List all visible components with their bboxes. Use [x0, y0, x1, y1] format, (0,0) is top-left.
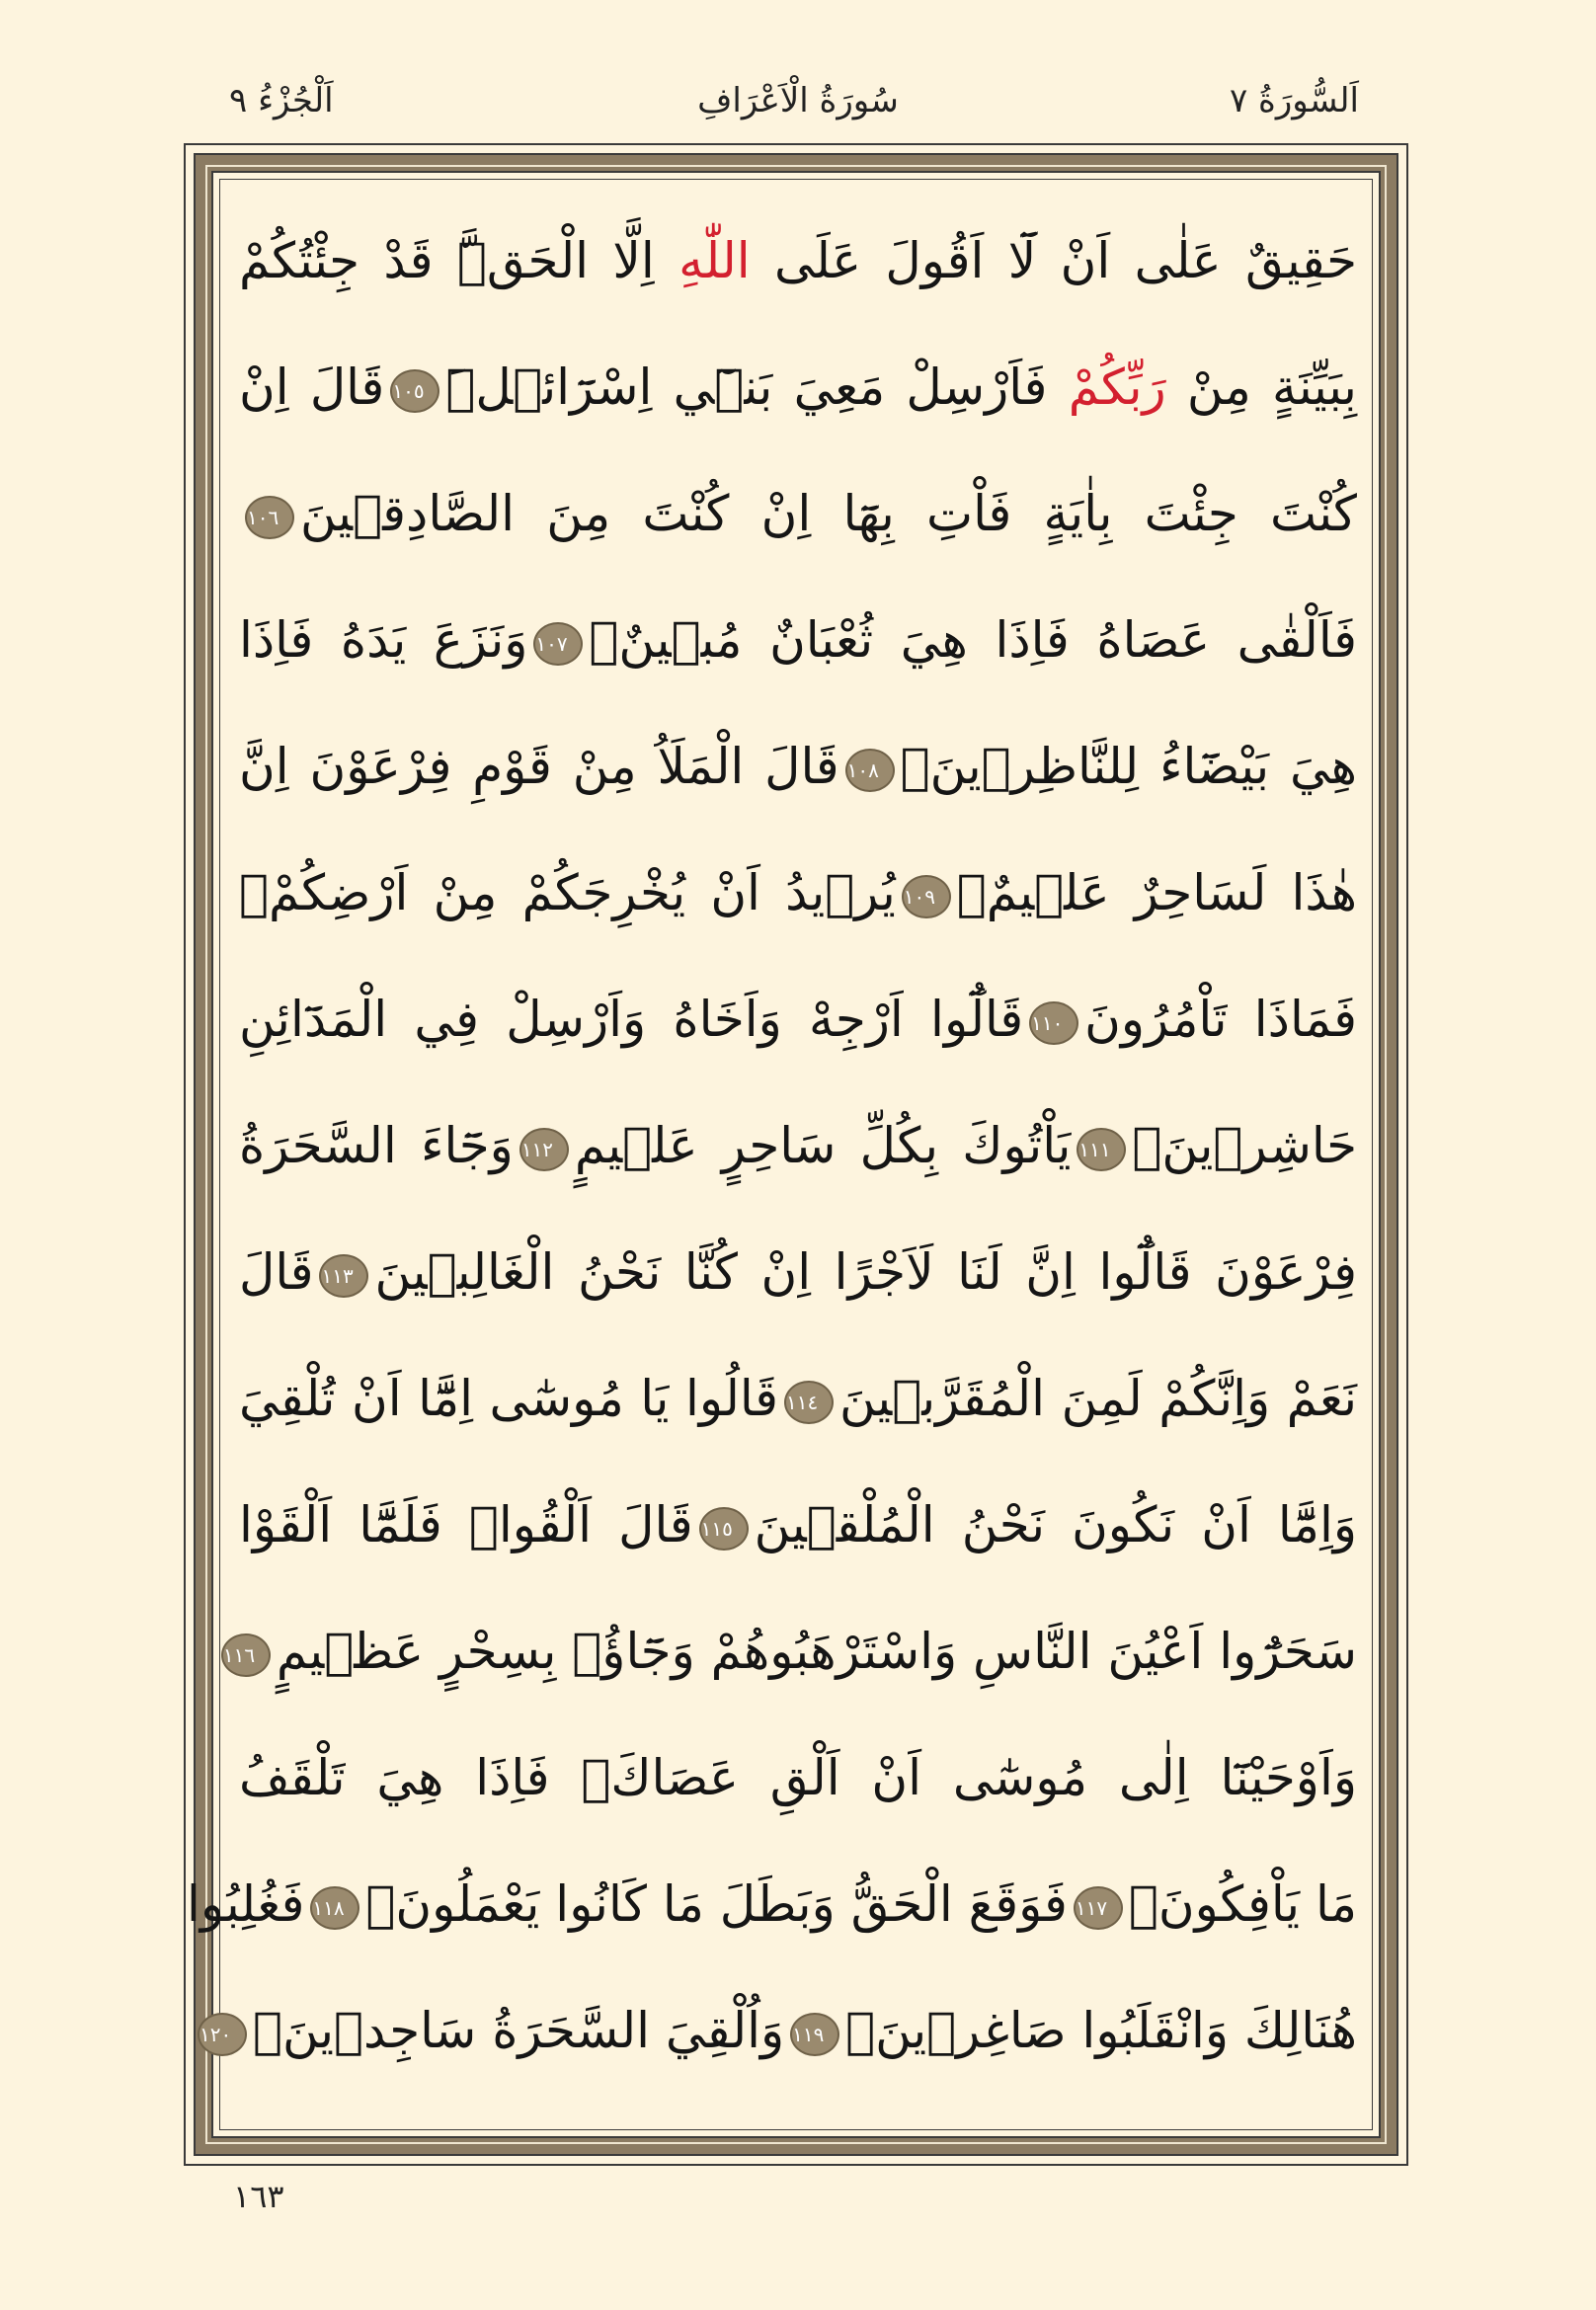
- text-line-12: سَحَرُٓوا اَعْيُنَ النَّاسِ وَاسْتَرْهَبُوهُمْ وَجَٓاؤُ۫ بِسِحْرٍ عَظ۪يمٍ١١٦: [222, 1623, 1357, 1680]
- text-line-11: وَاِمَّٓا اَنْ نَكُونَ نَحْنُ الْمُلْق۪ينَ١١٥قَالَ اَلْقُواۚ فَلَمَّٓا اَلْقَوْا: [239, 1496, 1357, 1553]
- ayah-marker: ١١١: [1077, 1128, 1126, 1171]
- ayah-marker: ١٠٨: [845, 749, 895, 792]
- page-number: ١٦٣: [233, 2178, 284, 2215]
- quran-text: [186, 198, 1358, 2113]
- page-header: [0, 71, 1596, 130]
- text-line-9: فِرْعَوْنَ قَالُٓوا اِنَّ لَنَا لَاَجْرًا اِنْ كُنَّا نَحْنُ الْغَالِب۪ينَ١١٣قَالَ: [239, 1243, 1357, 1301]
- text-line-8: حَاشِر۪ينَۙ١١١يَاْتُوكَ بِكُلِّ سَاحِرٍ عَل۪يمٍ١١٢وَجَٓاءَ السَّحَرَةُ: [239, 1117, 1357, 1174]
- text-line-2: بِبَيِّنَةٍ مِنْ رَبِّكُمْ فَاَرْسِلْ مَعِيَ بَن۪ٓي اِسْرَٓائ۪لَۜ١٠٥قَالَ اِنْ: [239, 358, 1357, 416]
- text-line-1: حَقِيقٌ عَلٰى اَنْ لَٓا اَقُولَ عَلَى اللّٰهِ اِلَّا الْحَقَّۜ قَدْ جِئْتُكُمْ: [239, 232, 1357, 289]
- ayah-marker: ١٠٧: [533, 622, 583, 666]
- ayah-marker: ١١٩: [790, 2013, 839, 2056]
- ayah-marker: ١١٧: [1074, 1886, 1123, 1930]
- ayah-marker: ١٠٥: [390, 369, 439, 413]
- ayah-marker: ١١٨: [310, 1886, 359, 1930]
- text-line-7: فَمَاذَا تَاْمُرُونَ١١٠قَالُٓوا اَرْجِهْ وَاَخَاهُ وَاَرْسِلْ فِي الْمَدَٓائِنِ: [239, 991, 1357, 1048]
- text-line-5: هِيَ بَيْضَٓاءُ لِلنَّاظِر۪ينَ۟١٠٨قَالَ الْمَلَاُ مِنْ قَوْمِ فِرْعَوْنَ اِنَّ: [239, 738, 1358, 795]
- text-line-3: كُنْتَ جِئْتَ بِاٰيَةٍ فَاْتِ بِهَٓا اِنْ كُنْتَ مِنَ الصَّادِق۪ينَ١٠٦: [247, 485, 1357, 542]
- text-line-15: هُنَالِكَ وَانْقَلَبُوا صَاغِر۪ينَۚ١١٩وَاُلْقِيَ السَّحَرَةُ سَاجِد۪ينَۚ١٢٠: [200, 2002, 1357, 2059]
- ayah-marker: ١١٦: [221, 1633, 271, 1677]
- surah-number-label: اَلسُّورَةُ ٧: [1229, 81, 1359, 120]
- ayah-marker: ١٢٠: [198, 2013, 247, 2056]
- text-line-6: هٰذَا لَسَاحِرٌ عَل۪يمٌۙ١٠٩يُر۪يدُ اَنْ يُخْرِجَكُمْ مِنْ اَرْضِكُمْۚ: [239, 864, 1357, 921]
- ayah-marker: ١١٣: [319, 1254, 368, 1298]
- ayah-marker: ١١٢: [519, 1128, 569, 1171]
- ayah-marker: ١١٠: [1029, 1001, 1078, 1045]
- juz-label: اَلْجُزْءُ ٩: [229, 81, 334, 120]
- text-line-14: مَا يَاْفِكُونَۚ١١٧فَوَقَعَ الْحَقُّ وَبَطَلَ مَا كَانُوا يَعْمَلُونَۚ١١٨فَغُلِبُوا: [186, 1875, 1357, 1933]
- ayah-marker: ١٠٦: [245, 496, 294, 539]
- divine-name: اللّٰهِ: [678, 232, 751, 289]
- text-line-10: نَعَمْ وَاِنَّكُمْ لَمِنَ الْمُقَرَّب۪ينَ١١٤قَالُوا يَا مُوسٰٓى اِمَّٓا اَنْ تُلْقِيَ: [239, 1370, 1357, 1427]
- text-line-4: فَاَلْقٰى عَصَاهُ فَاِذَا هِيَ ثُعْبَانٌ مُب۪ينٌۚ١٠٧وَنَزَعَ يَدَهُ فَاِذَا: [239, 611, 1358, 669]
- ayah-marker: ١١٥: [699, 1507, 749, 1551]
- ayah-marker: ١١٤: [784, 1381, 834, 1424]
- text-line-13: وَاَوْحَيْنَٓا اِلٰى مُوسٰٓى اَنْ اَلْقِ عَصَاكَۚ فَاِذَا هِيَ تَلْقَفُ: [239, 1749, 1357, 1806]
- ayah-marker: ١٠٩: [902, 875, 951, 918]
- divine-name: رَبِّكُمْ: [1068, 358, 1166, 416]
- surah-name: سُورَةُ الْاَعْرَافِ: [697, 81, 899, 120]
